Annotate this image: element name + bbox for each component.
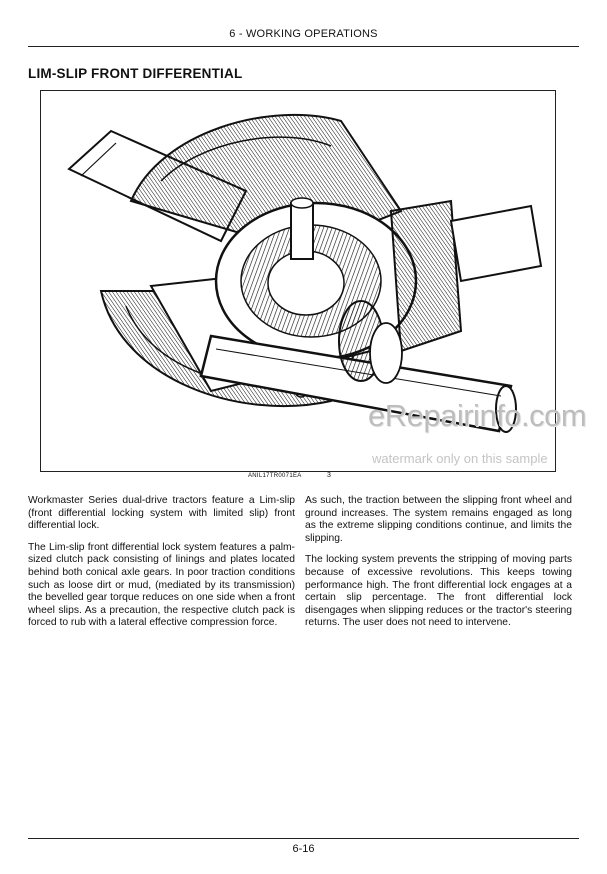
page-number: 6-16 xyxy=(292,843,315,855)
watermark-note: watermark only on this sample xyxy=(372,451,548,466)
paragraph: The Lim-slip front differential lock system features a palm-sized clutch pack consisting of linings and plates located behind both conical axle gears. In poor traction conditions such as loose dirt or mud, (mediated by its transmission) the bevelled gear torque reduces on one side when a front wheel slips. As a precaution, the respective clutch pack is forced to rub with a lateral effective compression force. xyxy=(28,541,295,629)
paragraph: The locking system prevents the stripping of moving parts because of excessive revolutions. This keeps towing performance high. The front differential lock engages at a certain slip percentage. The front differential lock disengages when slipping reduces or the tractor's steering returns. The user does not need to intervene. xyxy=(305,554,572,629)
header-rule xyxy=(28,46,579,47)
right-column xyxy=(305,495,572,639)
figure-reference-code: ANIL17TR0071EA xyxy=(248,473,302,479)
section-title: LIM-SLIP FRONT DIFFERENTIAL xyxy=(28,66,243,81)
watermark-logo: eRepairinfo.com xyxy=(368,398,587,433)
paragraph: Workmaster Series dual-drive tractors feature a Lim-slip (front differential locking system with limited slip) front differential lock. xyxy=(28,495,295,532)
left-column xyxy=(28,495,295,639)
figure-number: 3 xyxy=(327,472,331,479)
footer-rule xyxy=(28,838,579,839)
running-header: 6 - WORKING OPERATIONS xyxy=(229,28,378,40)
paragraph: As such, the traction between the slipping front wheel and ground increases. The system remains engaged as long as the extreme slipping conditions continue, and limits the slipping. xyxy=(305,495,572,544)
